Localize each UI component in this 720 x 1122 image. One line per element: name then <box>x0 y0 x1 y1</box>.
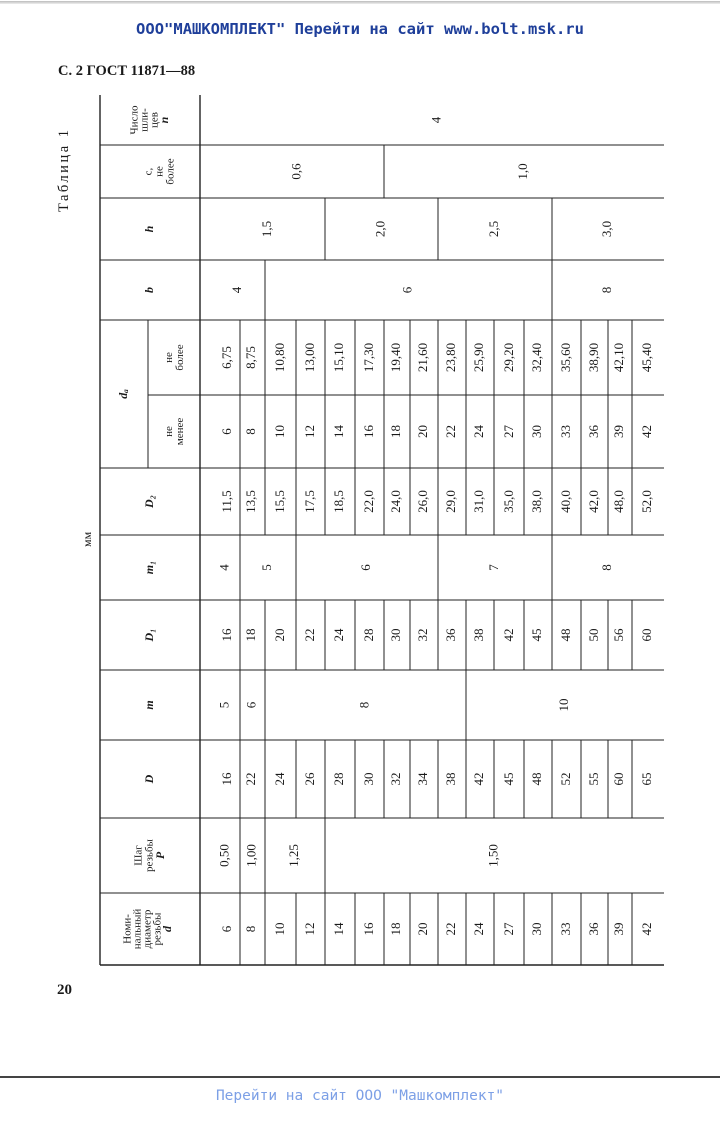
cell-D: 38 <box>442 772 458 786</box>
cell-da_min: 33 <box>557 425 573 438</box>
cell-da_min: 8 <box>242 428 258 435</box>
cell-da_max: 45,40 <box>638 342 654 373</box>
cell-m1: 6 <box>357 564 373 571</box>
header-h: h <box>141 225 156 233</box>
cell-da_max: 10,80 <box>271 342 287 373</box>
header-da-min: менее <box>174 417 187 446</box>
cell-d: 20 <box>414 922 430 936</box>
cell-c: 0,6 <box>288 163 304 180</box>
header-m1: m₁ <box>141 560 156 575</box>
cell-D2: 42,0 <box>585 490 601 513</box>
cell-D2: 15,5 <box>271 490 287 513</box>
cell-D: 60 <box>610 772 626 786</box>
cell-d: 12 <box>301 922 317 936</box>
cell-da_max: 32,40 <box>528 342 544 373</box>
cell-m1: 5 <box>258 564 274 571</box>
header-p: резьбы <box>143 839 156 872</box>
cell-D2: 40,0 <box>557 490 573 513</box>
cell-d: 6 <box>218 925 234 933</box>
cell-D: 55 <box>585 772 601 786</box>
cell-D1: 16 <box>218 628 234 642</box>
unit-label: мм <box>80 531 94 547</box>
cell-D2: 35,0 <box>500 490 516 513</box>
cell-D2: 29,0 <box>442 490 458 513</box>
header-D2: D₂ <box>141 495 156 508</box>
cell-d: 39 <box>610 922 626 936</box>
cell-da_max: 23,80 <box>442 342 458 373</box>
cell-d: 16 <box>360 922 376 936</box>
cell-da_max: 35,60 <box>557 342 573 373</box>
cell-D: 30 <box>360 772 376 786</box>
cell-da_min: 36 <box>585 425 601 438</box>
cell-P: 0,50 <box>216 844 232 867</box>
cell-D1: 24 <box>330 628 346 642</box>
cell-m1: 7 <box>485 564 501 571</box>
header-n: шли- <box>138 108 151 132</box>
cell-m: 8 <box>356 701 372 709</box>
cell-D1: 45 <box>528 628 544 642</box>
cell-D2: 52,0 <box>638 490 654 513</box>
header-c: более <box>164 158 177 185</box>
cell-h: 2,0 <box>372 220 388 238</box>
cell-D2: 38,0 <box>528 490 544 513</box>
cell-da_min: 22 <box>442 425 458 438</box>
cell-m: 10 <box>555 698 571 712</box>
cell-da_min: 27 <box>500 425 516 438</box>
header-da-max: более <box>174 344 187 371</box>
cell-da_min: 30 <box>528 425 544 438</box>
cell-D: 34 <box>414 772 430 786</box>
header-m: m <box>141 700 156 710</box>
cell-da_min: 16 <box>360 425 376 438</box>
cell-da_max: 17,30 <box>360 342 376 373</box>
cell-da_max: 38,90 <box>585 342 601 373</box>
cell-da_min: 42 <box>638 425 654 438</box>
cell-D: 16 <box>218 772 234 786</box>
cell-b: 6 <box>399 286 415 294</box>
cell-D1: 60 <box>638 628 654 642</box>
header-n: цев <box>148 112 161 128</box>
cell-D1: 42 <box>500 628 516 642</box>
cell-D: 22 <box>242 772 258 786</box>
cell-D1: 56 <box>610 628 626 642</box>
cell-b: 4 <box>228 286 244 294</box>
cell-D1: 22 <box>301 628 317 642</box>
cell-m: 6 <box>243 701 259 709</box>
cell-d: 24 <box>470 922 486 936</box>
table-title: Таблица 1 <box>56 127 72 212</box>
cell-D1: 50 <box>585 628 601 642</box>
cell-P: 1,25 <box>285 844 301 867</box>
cell-D2: 31,0 <box>470 490 486 513</box>
header-da-min: не <box>163 426 176 437</box>
cell-D1: 36 <box>442 628 458 642</box>
cell-da_max: 6,75 <box>218 346 234 369</box>
cell-d: 27 <box>500 922 516 936</box>
cell-D: 32 <box>387 772 403 786</box>
cell-m: 5 <box>216 701 232 709</box>
cell-D2: 17,5 <box>301 490 317 513</box>
cell-D: 42 <box>470 772 486 786</box>
cell-D2: 22,0 <box>360 490 376 513</box>
cell-D: 48 <box>528 772 544 786</box>
cell-D2: 13,5 <box>242 490 258 513</box>
header-n: Число <box>128 105 141 135</box>
header-c: c, <box>142 167 155 176</box>
cell-da_min: 6 <box>218 428 234 435</box>
header-D1: D₁ <box>141 628 156 642</box>
cell-D: 26 <box>301 772 317 786</box>
cell-D2: 26,0 <box>414 490 430 513</box>
cell-D: 65 <box>638 772 654 786</box>
header-d: резьбы <box>151 912 164 946</box>
header-da: dₐ <box>115 389 130 399</box>
page-number: 20 <box>57 982 72 998</box>
cell-D1: 48 <box>557 628 573 642</box>
cell-da_max: 42,10 <box>610 342 626 373</box>
footer-site-link[interactable]: Перейти на сайт ООО "Машкомплект" <box>215 1088 505 1104</box>
cell-P: 1,00 <box>243 844 259 867</box>
cell-D1: 20 <box>271 628 287 642</box>
cell-D2: 11,5 <box>218 490 234 513</box>
cell-da_max: 21,60 <box>414 342 430 373</box>
cell-da_min: 39 <box>610 425 626 438</box>
cell-n: 4 <box>428 116 444 124</box>
cell-D1: 32 <box>414 628 430 642</box>
cell-da_min: 18 <box>387 425 403 438</box>
cell-d: 18 <box>387 922 403 936</box>
header-c: не <box>153 166 166 177</box>
cell-da_max: 25,90 <box>470 342 486 373</box>
site-banner-link[interactable]: ООО"МАШКОМПЛЕКТ" Перейти на сайт www.bolt.msk.ru <box>136 20 584 38</box>
cell-b: 8 <box>598 286 614 294</box>
cell-m1: 8 <box>598 564 614 571</box>
cell-D1: 28 <box>360 628 376 642</box>
cell-D2: 18,5 <box>330 490 346 513</box>
cell-D2: 24,0 <box>387 490 403 513</box>
cell-D1: 18 <box>242 628 258 642</box>
cell-D: 24 <box>271 772 287 786</box>
cell-P: 1,50 <box>485 844 501 867</box>
header-D: D <box>141 774 156 784</box>
cell-da_max: 29,20 <box>500 342 516 373</box>
cell-d: 22 <box>442 922 458 936</box>
cell-da_max: 15,10 <box>330 342 346 373</box>
page-header: С. 2 ГОСТ 11871—88 <box>58 63 196 79</box>
cell-d: 30 <box>528 922 544 936</box>
header-d: нальный <box>131 908 144 950</box>
cell-d: 42 <box>638 922 654 936</box>
cell-d: 14 <box>330 922 346 936</box>
cell-D2: 48,0 <box>610 490 626 513</box>
cell-m1: 4 <box>216 564 232 571</box>
cell-d: 8 <box>242 925 258 933</box>
cell-d: 33 <box>557 922 573 936</box>
cell-da_min: 14 <box>330 425 346 438</box>
cell-da_min: 20 <box>414 425 430 438</box>
cell-da_min: 24 <box>470 425 486 438</box>
cell-da_max: 19,40 <box>387 342 403 373</box>
bottom-rule <box>0 1076 720 1078</box>
cell-da_max: 8,75 <box>242 346 258 369</box>
cell-da_max: 13,00 <box>301 342 317 373</box>
cell-h: 2,5 <box>485 220 501 238</box>
cell-D1: 30 <box>387 628 403 642</box>
header-d: d <box>159 926 174 932</box>
header-p: P <box>152 851 167 860</box>
header-p: Шаг <box>132 845 145 866</box>
cell-D: 45 <box>500 772 516 786</box>
cell-da_min: 12 <box>301 425 317 438</box>
cell-da_min: 10 <box>271 425 287 438</box>
header-b: b <box>141 287 156 293</box>
header-d: диаметр <box>141 909 154 949</box>
cell-d: 36 <box>585 922 601 936</box>
cell-c: 1,0 <box>514 163 530 180</box>
header-d: Номи- <box>121 914 134 944</box>
cell-h: 1,5 <box>258 220 274 238</box>
cell-h: 3,0 <box>598 220 614 238</box>
cell-d: 10 <box>271 922 287 936</box>
cell-D1: 38 <box>470 628 486 642</box>
cell-D: 52 <box>557 772 573 786</box>
header-n: n <box>156 116 171 124</box>
header-da-max: не <box>163 352 176 363</box>
cell-D: 28 <box>330 772 346 786</box>
